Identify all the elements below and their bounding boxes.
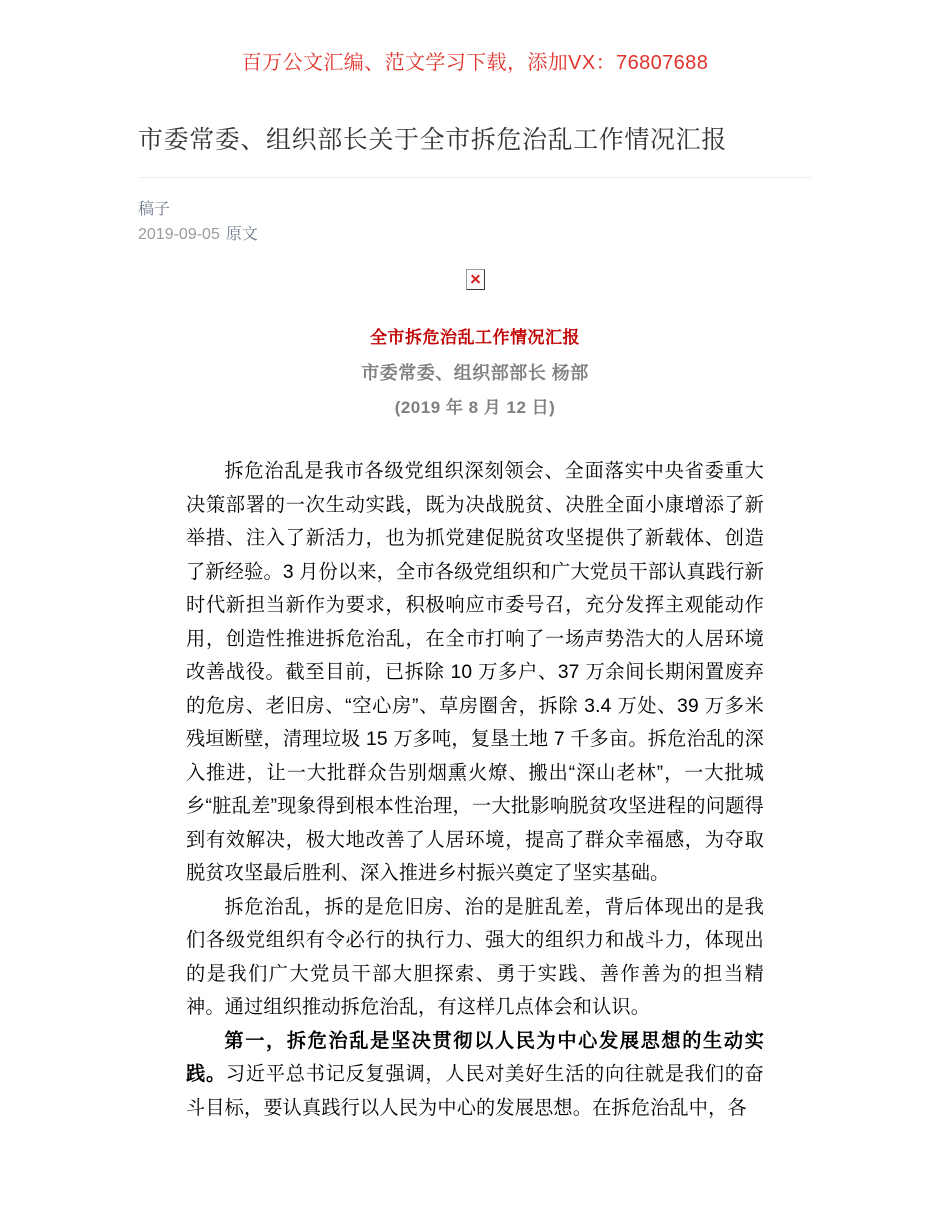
broken-image-icon — [466, 269, 485, 290]
article-meta — [138, 178, 812, 247]
document-date: (2019 年 8 月 12 日) — [394, 398, 556, 417]
page-title: 市委常委、组织部长关于全市拆危治乱工作情况汇报 — [138, 126, 727, 154]
document-subtitle: 市委常委、组织部部长 杨部 — [361, 363, 589, 383]
paragraph-lead: 第一，拆危治乱是坚决贯彻以人民为中心发展思想的生动实践。 — [186, 1030, 764, 1085]
article-header — [138, 76, 812, 177]
promo-banner: 百万公文汇编、范文学习下载，添加VX：76807688 — [241, 52, 709, 74]
document-body — [186, 423, 764, 1125]
source-link[interactable]: 原文 — [225, 226, 258, 243]
author-name[interactable]: 稿子 — [138, 201, 171, 218]
paragraph: 第一，拆危治乱是坚决贯彻以人民为中心发展思想的生动实践。习近平总书记反复强调，人民对美好生活的向往就是我们的奋斗目标，要认真践行以人民为中心的发展思想。在拆危治乱中，各 — [186, 1030, 764, 1119]
document-title: 全市拆危治乱工作情况汇报 — [370, 328, 580, 347]
meta-line — [138, 221, 812, 247]
document-content — [186, 303, 764, 1125]
publish-date: 2019-09-05 — [138, 226, 220, 243]
paragraph: 拆危治乱，拆的是危旧房、治的是脏乱差，背后体现出的是我们各级党组织有令必行的执行力、强大的组织力和战斗力，体现出的是我们广大党员干部大胆探索、勇于实践、善作善为的担当精神。通过组织推动拆危治乱，有这样几点体会和认识。 — [186, 896, 764, 1018]
broken-image-container — [138, 247, 812, 303]
paragraph: 拆危治乱是我市各级党组织深刻领会、全面落实中央省委重大决策部署的一次生动实践，既为决战脱贫、决胜全面小康增添了新举措、注入了新活力，也为抓党建促脱贫攻坚提供了新载体、创造了新经验。3 月份以来，全市各级党组织和广大党员干部认真践行新时代新担当新作为要求，积极响应市委号召，充分发挥主观能动作用，创造性推进拆危治乱，在全市打响了一场声势浩大的人居环境改善战役。截至目前，已拆除 10 万多户、37 万余间长期闲置废弃的危房、老旧房、“空心房”、草房圈舍，拆除 3.4 万处、39 万多米残垣断壁，清理垃圾 15 万多吨，复垦土地 7 千多亩。拆危治乱的深入推进，让一大批群众告别烟熏火燎、搬出“深山老林”，一大批城乡“脏乱差”现象得到根本性治理，一大批影响脱贫攻坚进程的问题得到有效解决，极大地改善了人居环境，提高了群众幸福感，为夺取脱贫攻坚最后胜利、深入推进乡村振兴奠定了坚实基础。 — [186, 461, 764, 884]
